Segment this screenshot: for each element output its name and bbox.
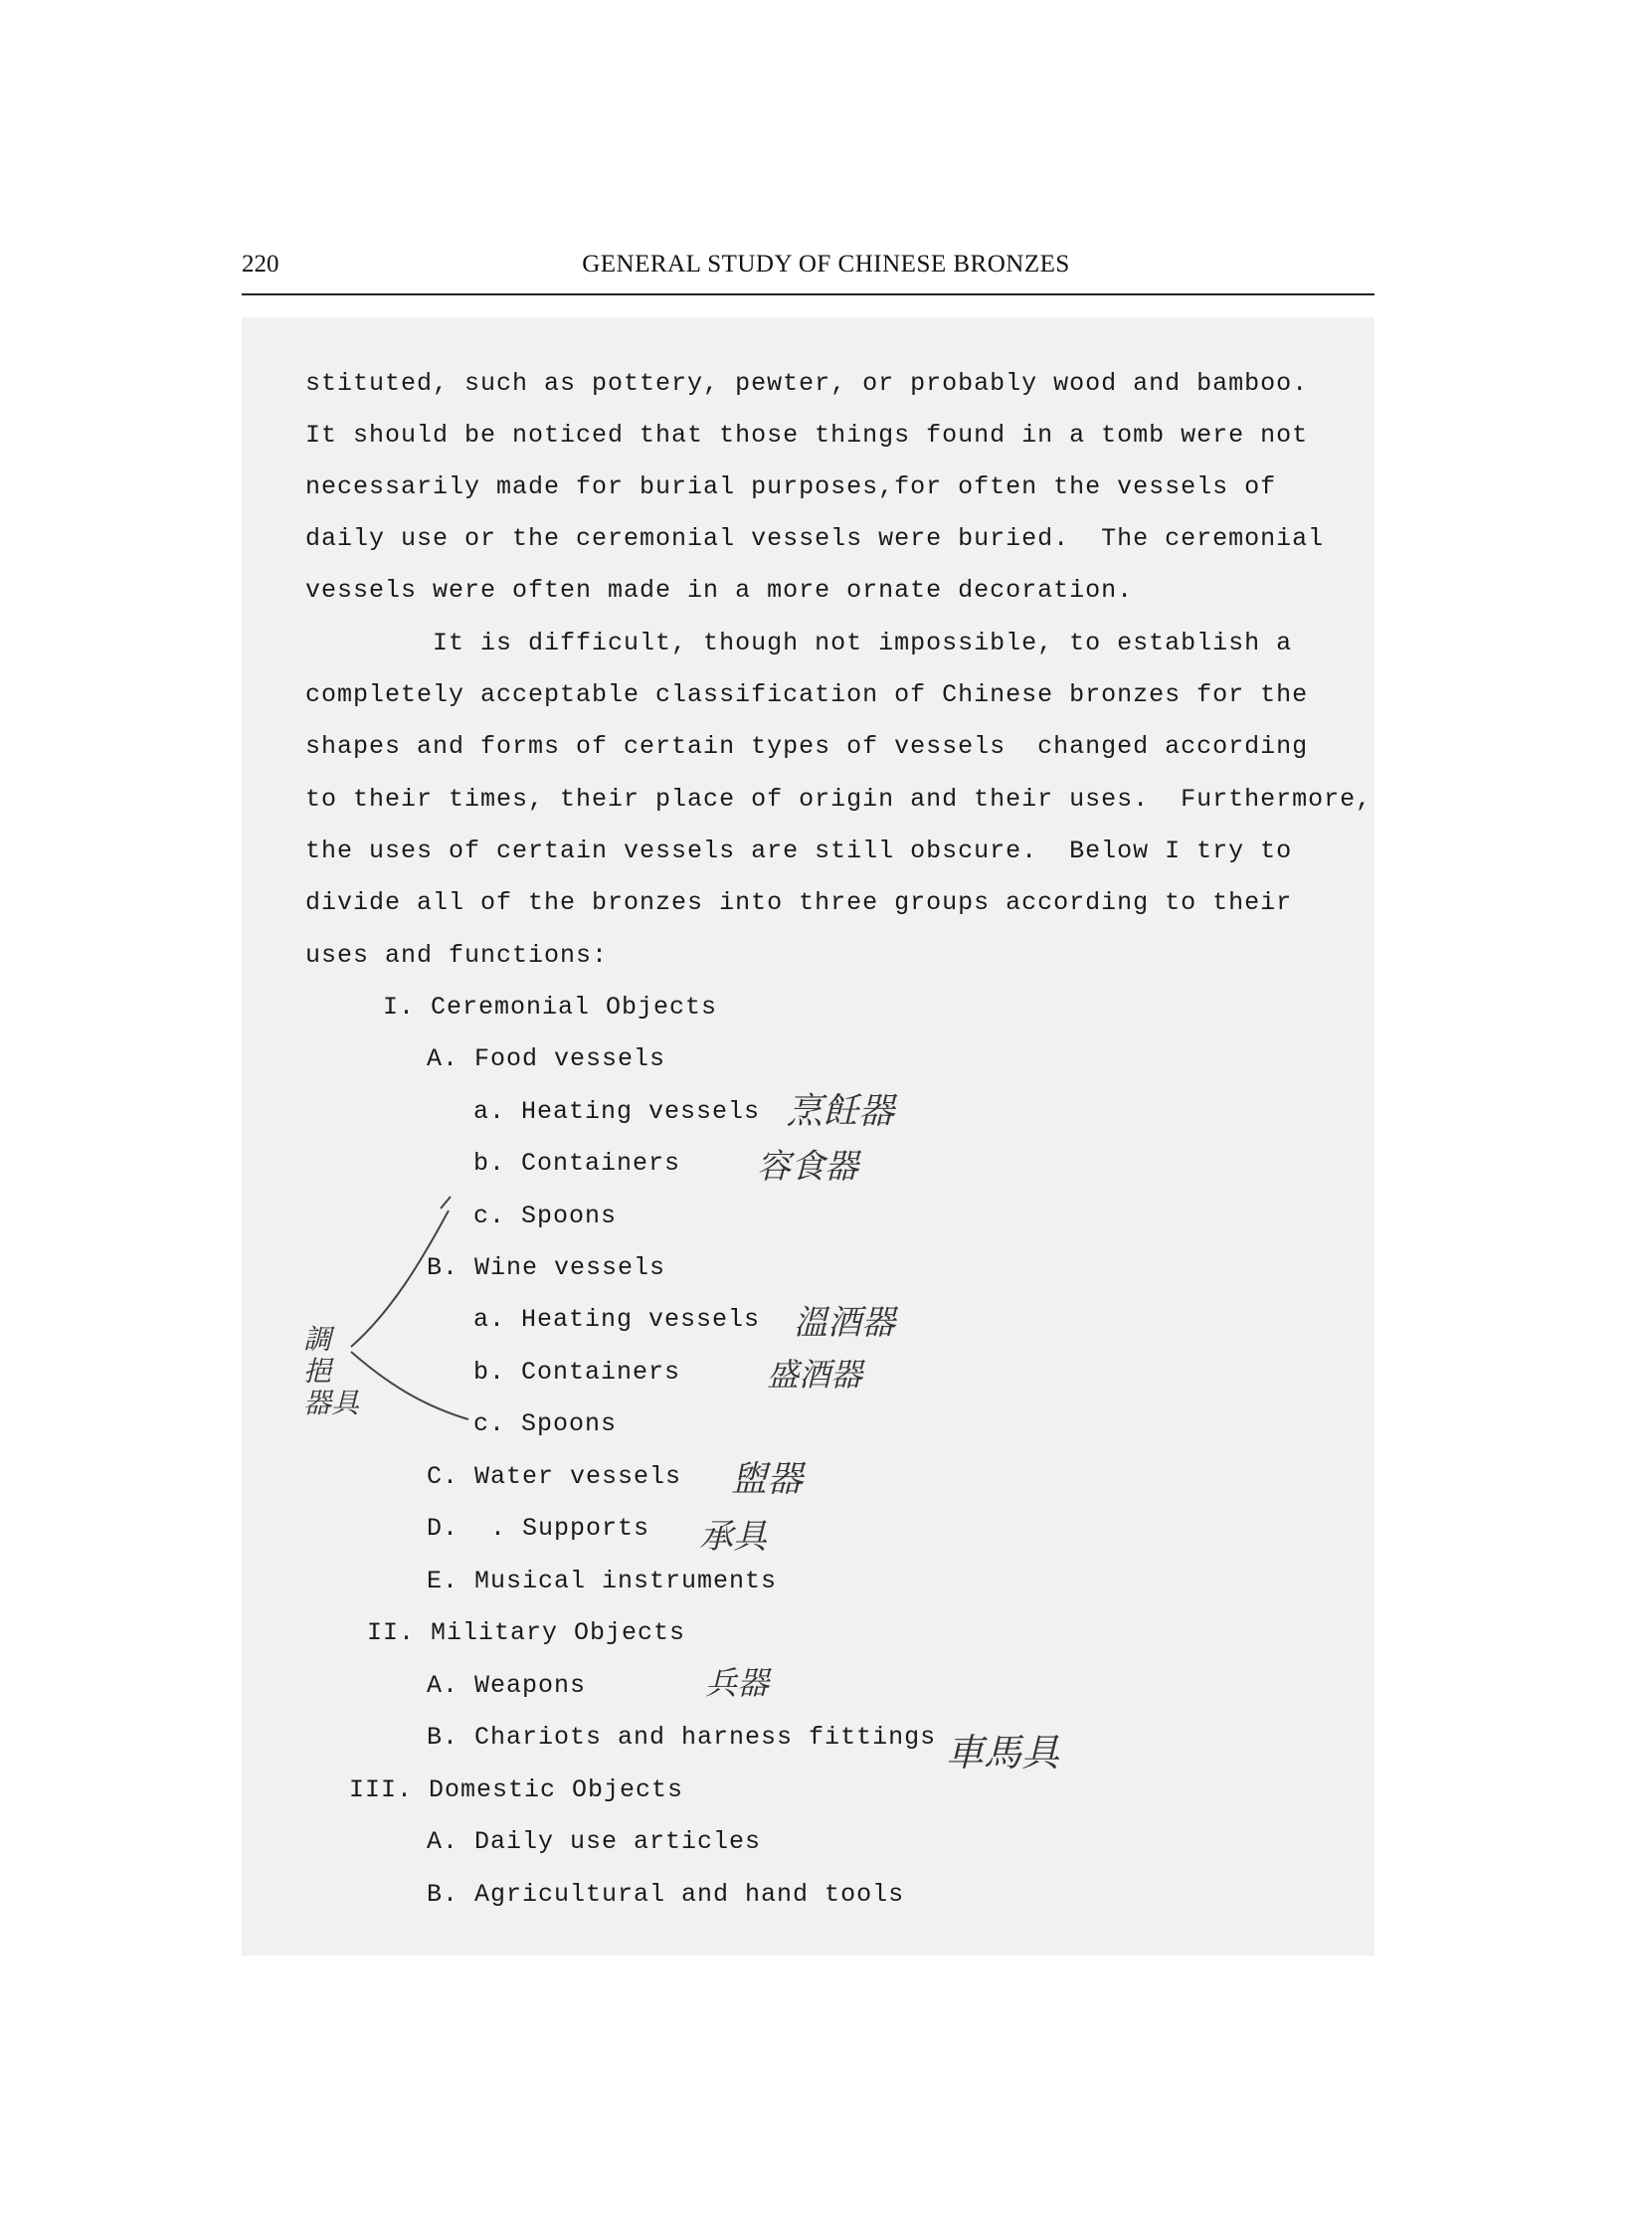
outline-g1-B-c: c. Spoons: [473, 1409, 618, 1438]
outline-g1-A: A. Food vessels: [427, 1044, 666, 1073]
outline-group-3: III. Domestic Objects: [349, 1775, 684, 1804]
hand-note-food-heating: 烹飪器: [787, 1091, 895, 1132]
para2-line-7: uses and functions:: [305, 941, 609, 970]
hand-side-note: 調 挹 器具: [303, 1323, 360, 1420]
hand-note-food-containers: 容食器: [757, 1147, 858, 1187]
para1-line-2: It should be noticed that those things found in a tomb were not: [305, 421, 1309, 450]
para2-line-4: to their times, their place of origin and their uses. Furthermore,: [305, 785, 1373, 814]
outline-g2-B: B. Chariots and harness fittings: [427, 1723, 937, 1752]
header-rule: [242, 293, 1375, 295]
running-head: GENERAL STUDY OF CHINESE BRONZES: [582, 251, 1070, 278]
outline-g3-B: B. Agricultural and hand tools: [427, 1880, 905, 1909]
outline-g1-A-b: b. Containers: [473, 1149, 681, 1178]
outline-group-2: II. Military Objects: [367, 1618, 686, 1647]
outline-g1-A-c: c. Spoons: [473, 1202, 618, 1230]
bracket-stroke-lower: [351, 1352, 468, 1419]
bracket-stroke-upper: [351, 1211, 449, 1347]
outline-g2-A: A. Weapons: [427, 1671, 587, 1700]
hand-note-water-vessels: 盥器: [731, 1459, 804, 1500]
hand-note-wine-heating: 溫酒器: [794, 1303, 895, 1343]
para2-line-3: shapes and forms of certain types of vessels changed according: [305, 732, 1309, 761]
para2-line-1: It is difficult, though not impossible, to establish a: [305, 629, 1293, 657]
outline-g3-A: A. Daily use articles: [427, 1827, 762, 1856]
outline-g1-B-b: b. Containers: [473, 1358, 681, 1387]
hand-note-chariots: 車馬具: [946, 1731, 1060, 1774]
para1-line-3: necessarily made for burial purposes,for often the vessels of: [305, 472, 1277, 501]
outline-g1-B-a: a. Heating vessels: [473, 1305, 761, 1334]
hand-note-wine-containers: 盛酒器: [767, 1356, 863, 1394]
hand-note-weapons: 兵器: [705, 1664, 770, 1702]
outline-g1-A-a: a. Heating vessels: [473, 1097, 761, 1126]
para2-line-5: the uses of certain vessels are still obscure. Below I try to: [305, 837, 1293, 865]
para1-line-5: vessels were often made in a more ornate decoration.: [305, 576, 1134, 605]
outline-g1-E: E. Musical instruments: [427, 1567, 778, 1595]
para2-line-2: completely acceptable classification of Chinese bronzes for the: [305, 680, 1309, 709]
hand-note-supports: 承具: [699, 1517, 767, 1557]
bracket-tick: [441, 1197, 451, 1209]
para1-line-1: stituted, such as pottery, pewter, or probably wood and bamboo.: [305, 369, 1309, 398]
page-number: 220: [242, 251, 279, 278]
scanned-typescript: [242, 317, 1375, 1956]
outline-group-1: I. Ceremonial Objects: [383, 993, 718, 1022]
para1-line-4: daily use or the ceremonial vessels were buried. The ceremonial: [305, 524, 1325, 553]
hand-bracket-strokes: [242, 317, 1375, 1956]
outline-g1-B: B. Wine vessels: [427, 1253, 666, 1282]
para2-line-6: divide all of the bronzes into three groups according to their: [305, 888, 1293, 917]
outline-g1-C: C. Water vessels: [427, 1462, 682, 1491]
outline-g1-D: D. . Supports: [427, 1514, 650, 1543]
